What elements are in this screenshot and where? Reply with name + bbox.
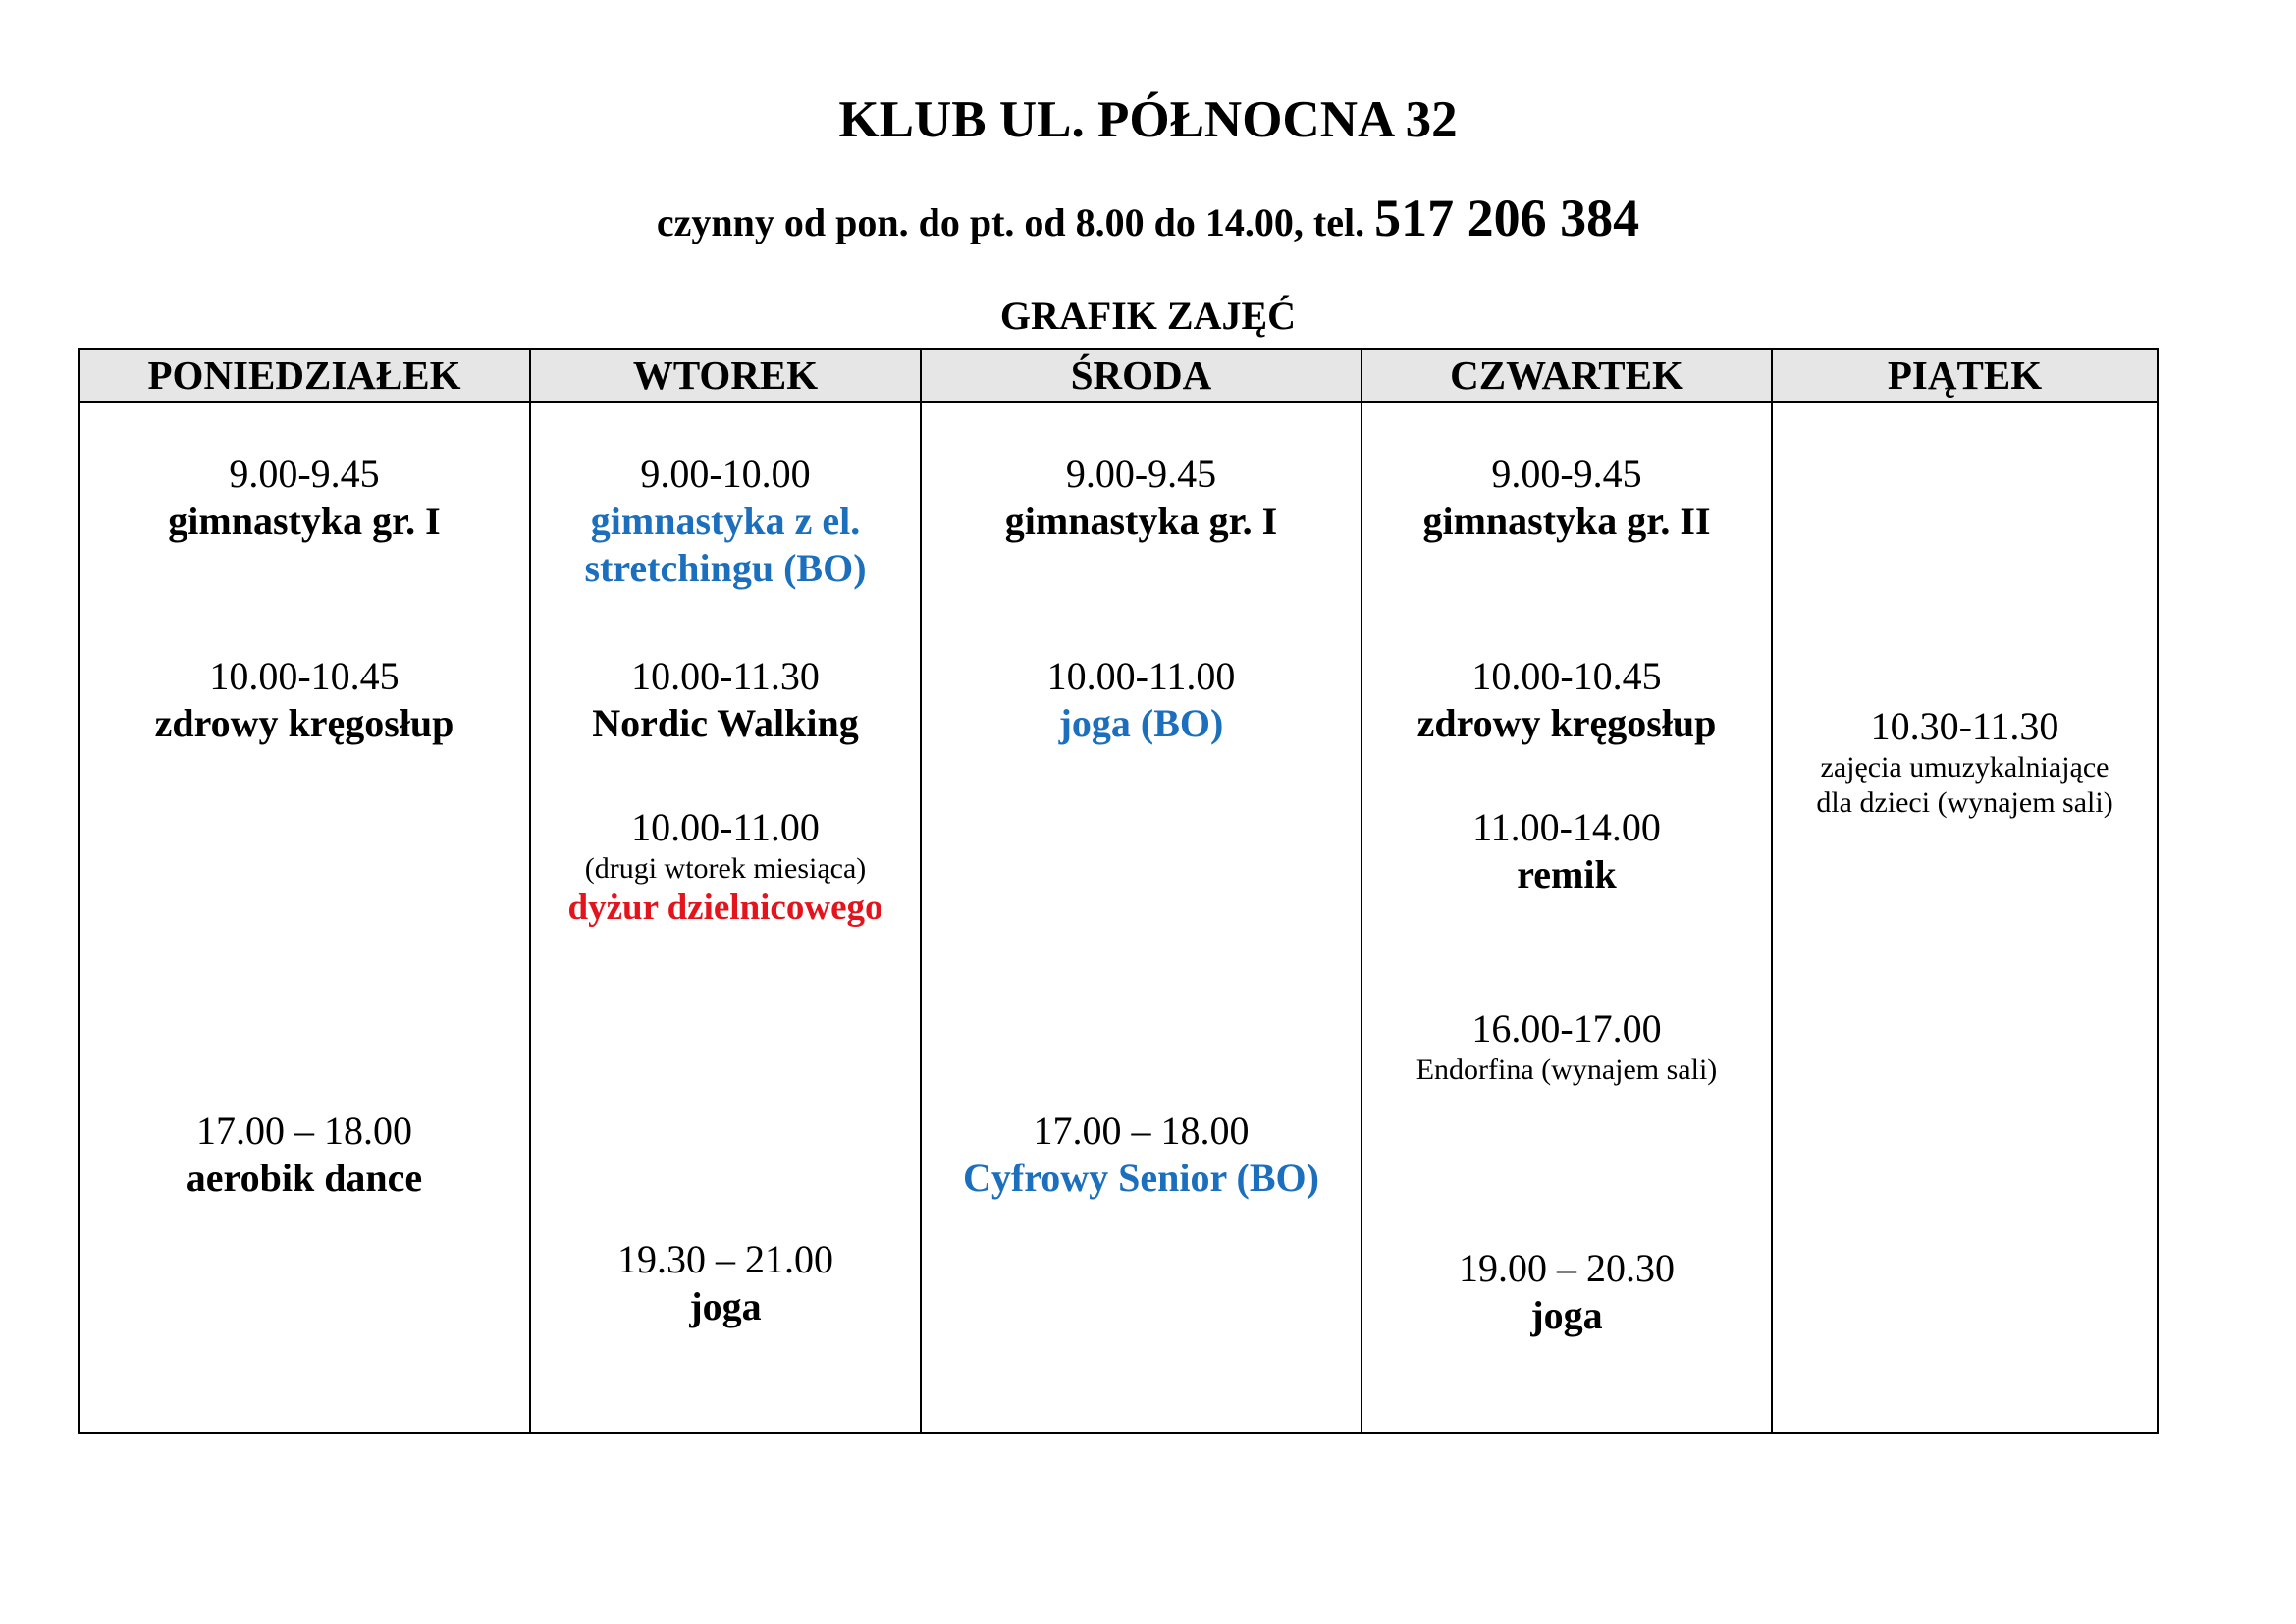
entry-time: 10.30-11.30 [1870,704,2059,748]
entry-time: 10.00-11.30 [631,654,820,698]
thursday-entry [1362,451,1771,545]
entry-time: 9.00-10.00 [640,452,811,496]
entry-time: 16.00-17.00 [1471,1006,1662,1051]
entry-time: 11.00-14.00 [1472,805,1661,849]
tuesday-entry [531,451,920,592]
tuesday-entry [531,804,920,930]
header-monday: PONIEDZIAŁEK [147,352,461,398]
column-divider [1771,350,1773,1432]
header-thursday: CZWARTEK [1450,352,1683,398]
entry-time: 17.00 – 18.00 [196,1109,412,1153]
friday-entry [1773,703,2157,821]
thursday-entry [1362,804,1771,898]
entry-note: dla dzieci (wynajem sali) [1816,786,2113,819]
entry-time: 19.00 – 20.30 [1459,1246,1675,1290]
entry-activity: gimnastyka gr. I [168,499,441,543]
entry-note: zajęcia umuzykalniające [1820,751,2109,784]
schedule-title: GRAFIK ZAJĘĆ [999,294,1297,338]
entry-activity: dyżur dzielnicowego [567,888,883,928]
phone-number: 517 206 384 [1374,189,1640,247]
entry-time: 9.00-9.45 [1491,452,1642,496]
entry-time: 10.00-10.45 [1471,654,1662,698]
entry-activity: Cyfrowy Senior (BO) [963,1156,1319,1200]
monday-entry [80,451,529,545]
entry-activity: remik [1517,852,1617,896]
thursday-entry [1362,1245,1771,1339]
tuesday-entry [531,653,920,747]
entry-activity: joga (BO) [1058,701,1224,745]
entry-activity: stretchingu (BO) [584,546,867,590]
thursday-entry [1362,653,1771,747]
entry-activity: joga [689,1284,762,1328]
entry-activity: joga [1530,1293,1603,1337]
entry-activity: gimnastyka z el. [590,499,861,543]
header-friday: PIĄTEK [1887,352,2043,398]
header-tuesday: WTOREK [632,352,819,398]
entry-activity: zdrowy kręgosłup [154,701,454,745]
entry-activity: Nordic Walking [592,701,859,745]
club-title: KLUB UL. PÓŁNOCNA 32 [838,91,1458,148]
entry-note: Endorfina (wynajem sali) [1415,1054,1718,1086]
entry-activity: zdrowy kręgosłup [1416,701,1717,745]
wednesday-entry [922,653,1361,747]
opening-hours-text: czynny od pon. do pt. od 8.00 do 14.00, tel. [656,200,1365,244]
entry-note: (drugi wtorek miesiąca) [584,852,867,885]
entry-time: 10.00-11.00 [631,805,820,849]
entry-time: 19.30 – 21.00 [617,1237,833,1281]
monday-entry [80,653,529,747]
entry-activity: gimnastyka gr. I [1004,499,1278,543]
schedule-table [78,348,2159,1434]
entry-activity: gimnastyka gr. II [1422,499,1711,543]
thursday-entry [1362,1005,1771,1088]
wednesday-entry [922,1108,1361,1202]
wednesday-entry [922,451,1361,545]
entry-time: 9.00-9.45 [1065,452,1217,496]
entry-time: 9.00-9.45 [229,452,380,496]
monday-entry [80,1108,529,1202]
entry-activity: aerobik dance [186,1156,423,1200]
entry-time: 10.00-11.00 [1046,654,1236,698]
header-wednesday: ŚRODA [1070,352,1212,398]
tuesday-entry [531,1236,920,1330]
entry-time: 10.00-10.45 [209,654,400,698]
opening-hours [0,187,2296,250]
entry-time: 17.00 – 18.00 [1033,1109,1250,1153]
